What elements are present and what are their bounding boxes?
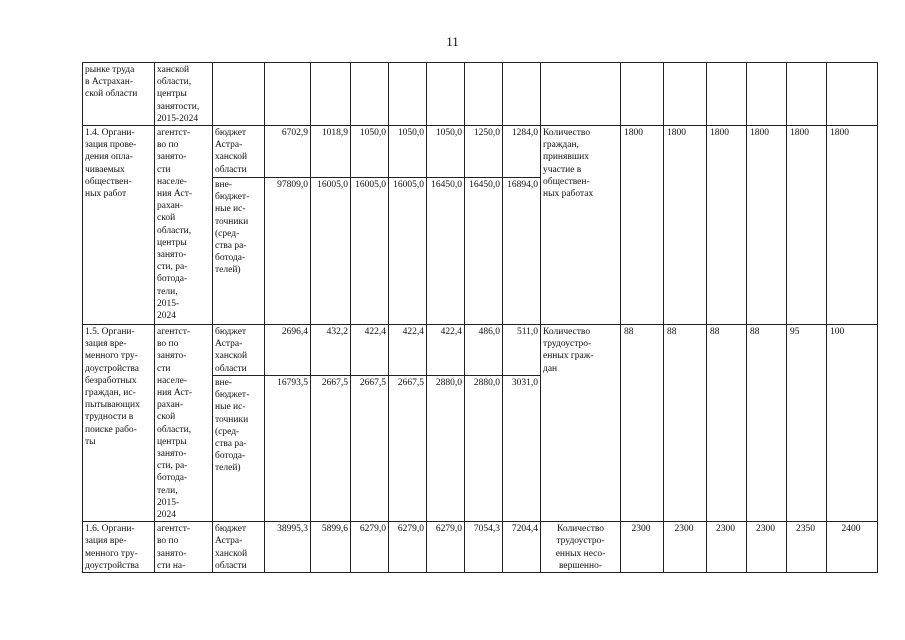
value-year: 2667,5 [389, 375, 427, 521]
value-year: 16005,0 [351, 178, 389, 325]
table-row-continued [83, 63, 878, 126]
target-value: 2350 [787, 522, 827, 573]
empty-cell [465, 63, 503, 126]
value-year: 432,2 [311, 325, 351, 376]
value-year: 1284,0 [503, 126, 541, 178]
value-year: 1050,0 [389, 126, 427, 178]
value-year: 1050,0 [427, 126, 465, 178]
funding-source: бюджет Астра- ханской области [213, 522, 265, 573]
executor-cell: ханской области, центры занятости, 2015-2024 [155, 63, 213, 126]
funding-source: вне- бюджет- ные ис- точники (сред- ства ра- ботода- телей) [213, 178, 265, 325]
target-value: 1800 [827, 126, 878, 325]
value-year: 422,4 [351, 325, 389, 376]
funding-source: вне- бюджет- ные ис- точники (сред- ства ра- ботода- телей) [213, 375, 265, 521]
value-year: 7204,4 [503, 522, 541, 573]
empty-cell [827, 63, 878, 126]
target-value: 100 [827, 325, 878, 522]
measure-name: 1.6. Органи- зация вре- менного тру- доустройства [83, 522, 155, 573]
table-row-1-5-budget [83, 325, 878, 376]
executor-cell: агентст- во по занято- сти населе- ния Аст- рахан- ской области, центры занято- сти, ра- ботода- тели, 2015- 2024 [155, 325, 213, 522]
value-total: 16793,5 [265, 375, 311, 521]
value-total: 38995,3 [265, 522, 311, 573]
funding-source: бюджет Астра- ханской области [213, 325, 265, 376]
value-year: 3031,0 [503, 375, 541, 521]
empty-cell [503, 63, 541, 126]
value-year: 422,4 [427, 325, 465, 376]
value-year: 2880,0 [465, 375, 503, 521]
empty-cell [213, 63, 265, 126]
value-year: 6279,0 [389, 522, 427, 573]
value-year: 2667,5 [351, 375, 389, 521]
value-year: 422,4 [389, 325, 427, 376]
target-value: 88 [707, 325, 747, 522]
empty-cell [311, 63, 351, 126]
target-value: 2300 [747, 522, 787, 573]
value-year: 2667,5 [311, 375, 351, 521]
empty-cell [427, 63, 465, 126]
target-value: 2400 [827, 522, 878, 573]
value-year: 1250,0 [465, 126, 503, 178]
empty-cell [389, 63, 427, 126]
target-value: 2300 [621, 522, 664, 573]
empty-cell [707, 63, 747, 126]
empty-cell [747, 63, 787, 126]
target-value: 1800 [621, 126, 664, 325]
value-year: 16005,0 [311, 178, 351, 325]
program-measures-table [82, 62, 878, 573]
value-year: 486,0 [465, 325, 503, 376]
value-year: 511,0 [503, 325, 541, 376]
value-year: 7054,3 [465, 522, 503, 573]
page-number: 11 [446, 34, 459, 49]
value-year: 1018,9 [311, 126, 351, 178]
value-year: 6279,0 [427, 522, 465, 573]
measure-name: рынке труда в Астрахан- ской области [83, 63, 155, 126]
target-value: 95 [787, 325, 827, 522]
value-year: 16894,0 [503, 178, 541, 325]
empty-cell [265, 63, 311, 126]
target-value: 88 [664, 325, 707, 522]
target-value: 88 [621, 325, 664, 522]
value-total: 6702,9 [265, 126, 311, 178]
value-total: 2696,4 [265, 325, 311, 376]
measure-name: 1.4. Органи- зация прове- дения опла- чиваемых обществен- ных работ [83, 126, 155, 325]
measure-name: 1.5. Органи- зация вре- менного тру- доустройства безработных граждан, ис- пытывающих трудности в поиске рабо- ты [83, 325, 155, 522]
table-row-1-6-budget [83, 522, 878, 573]
value-year: 2880,0 [427, 375, 465, 521]
target-value: 2300 [707, 522, 747, 573]
target-value: 1800 [707, 126, 747, 325]
empty-cell [541, 63, 621, 126]
value-year: 16450,0 [427, 178, 465, 325]
funding-source: бюджет Астра- ханской области [213, 126, 265, 178]
empty-cell [351, 63, 389, 126]
indicator-name: Количество граждан, принявших участие в обществен- ных работах [541, 126, 621, 325]
empty-cell [664, 63, 707, 126]
value-year: 5899,6 [311, 522, 351, 573]
value-year: 16450,0 [465, 178, 503, 325]
target-value: 1800 [747, 126, 787, 325]
value-year: 16005,0 [389, 178, 427, 325]
target-value: 2300 [664, 522, 707, 573]
empty-cell [621, 63, 664, 126]
target-value: 1800 [664, 126, 707, 325]
target-value: 88 [747, 325, 787, 522]
target-value: 1800 [787, 126, 827, 325]
executor-cell: агентст- во по занято- сти на- [155, 522, 213, 573]
value-total: 97809,0 [265, 178, 311, 325]
value-year: 1050,0 [351, 126, 389, 178]
value-year: 6279,0 [351, 522, 389, 573]
executor-cell: агентст- во по занято- сти населе- ния Аст- рахан- ской области, центры занято- сти, ра- ботода- тели, 2015- 2024 [155, 126, 213, 325]
table-row-1-4-budget [83, 126, 878, 178]
empty-cell [787, 63, 827, 126]
indicator-name: Количество трудоустро- енных граж- дан [541, 325, 621, 522]
indicator-name: Количество трудоустро- енных несо- вершенно- [541, 522, 621, 573]
